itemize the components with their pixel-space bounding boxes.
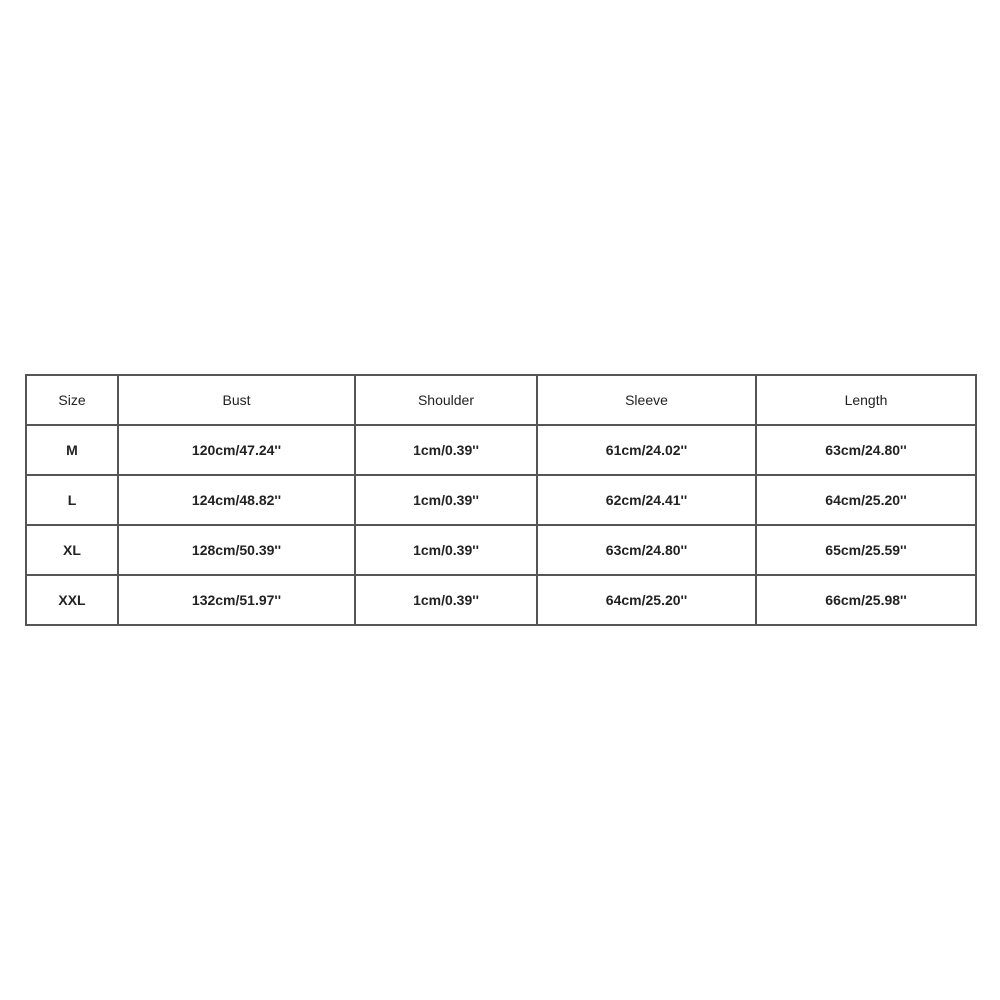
cell-sleeve: 64cm/25.20'': [537, 575, 756, 625]
cell-length: 64cm/25.20'': [756, 475, 976, 525]
table-row: [26, 575, 976, 625]
cell-bust: 124cm/48.82'': [118, 475, 355, 525]
size-chart-table: [25, 374, 977, 626]
cell-length: 66cm/25.98'': [756, 575, 976, 625]
table-row: [26, 425, 976, 475]
cell-size: XXL: [26, 575, 118, 625]
cell-sleeve: 61cm/24.02'': [537, 425, 756, 475]
cell-shoulder: 1cm/0.39'': [355, 425, 537, 475]
cell-size: XL: [26, 525, 118, 575]
header-shoulder: Shoulder: [355, 375, 537, 425]
header-bust: Bust: [118, 375, 355, 425]
cell-size: L: [26, 475, 118, 525]
cell-size: M: [26, 425, 118, 475]
table-header-row: [26, 375, 976, 425]
header-size: Size: [26, 375, 118, 425]
cell-shoulder: 1cm/0.39'': [355, 475, 537, 525]
table-row: [26, 525, 976, 575]
cell-shoulder: 1cm/0.39'': [355, 575, 537, 625]
header-sleeve: Sleeve: [537, 375, 756, 425]
cell-length: 63cm/24.80'': [756, 425, 976, 475]
cell-sleeve: 63cm/24.80'': [537, 525, 756, 575]
cell-bust: 120cm/47.24'': [118, 425, 355, 475]
cell-length: 65cm/25.59'': [756, 525, 976, 575]
table-row: [26, 475, 976, 525]
header-length: Length: [756, 375, 976, 425]
cell-bust: 132cm/51.97'': [118, 575, 355, 625]
cell-bust: 128cm/50.39'': [118, 525, 355, 575]
cell-sleeve: 62cm/24.41'': [537, 475, 756, 525]
cell-shoulder: 1cm/0.39'': [355, 525, 537, 575]
